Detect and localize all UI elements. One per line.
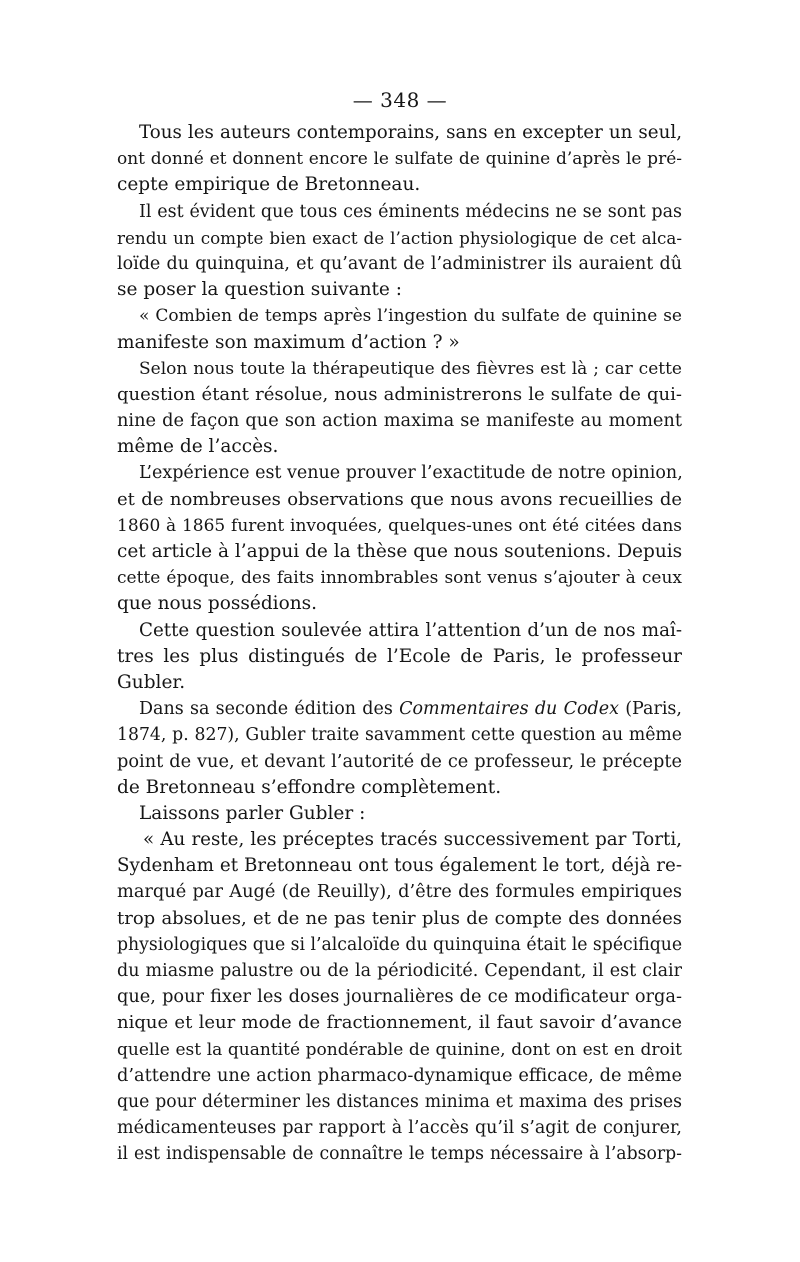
text-line: que pour déterminer les distances minima et maxima des prises [117,1091,682,1112]
text-line: 1874, p. 827), Gubler traite savamment cette question au même [117,725,682,746]
body-text [117,120,682,1168]
text-line [117,696,682,722]
text-line: question étant résolue, nous administrerons le sulfate de qui- [117,383,682,405]
text-line: L’expérience est venue prouver l’exactitude de notre opinion, [139,463,683,484]
text-line: Tous les auteurs contemporains, sans en excepter un seul, [139,122,682,143]
text-line: cepte empirique de Bretonneau. [117,174,421,196]
text-line: médicamenteuses par rapport à l’accès qu’il s’agit de conjurer, [117,1118,682,1139]
text-line: Il est évident que tous ces éminents médecins ne se sont pas [139,201,682,222]
text-line: que nous possédions. [117,593,318,615]
text-segment: (Paris, [625,699,682,720]
text-line: Sydenham et Bretonneau ont tous également le tort, déjà re- [117,855,682,877]
page-number: — 348 — [352,88,448,112]
text-line: il est indispensable de connaître le temps nécessaire à l’absorp- [117,1144,682,1165]
text-line: rendu un compte bien exact de l’action physiologique de cet alca- [117,227,682,248]
text-segment: Dans sa seconde édition des [139,699,393,720]
text-line: 1860 à 1865 furent invoquées, quelques-unes ont été citées dans [117,515,682,536]
text-line: que, pour fixer les doses journalières de ce modificateur orga- [117,987,682,1008]
text-line: nique et leur mode de fractionnement, il faut savoir d’avance [117,1012,682,1034]
text-line: Laissons parler Gubler : [139,802,366,824]
text-line: Selon nous toute la thérapeutique des fièvres est là ; car cette [139,358,682,379]
text-line: point de vue, et devant l’autorité de ce professeur, le précepte [117,751,682,772]
text-line: physiologiques que si l’alcaloïde du quinquina était le spécifique [117,934,683,955]
text-line: ont donné et donnent encore le sulfate de quinine d’après le pré- [117,149,682,170]
text-line: et de nombreuses observations que nous avons recueillies de [117,488,682,510]
text-line: trop absolues, et de ne pas tenir plus de compte des données [117,907,682,929]
book-title: Commentaires du Codex [399,699,619,720]
text-line: Cette question soulevée attira l’attention d’un de nos maî- [139,619,682,641]
text-line: même de l’accès. [117,436,279,458]
text-line: nine de façon que son action maxima se manifeste au moment [117,411,682,432]
text-line: marqué par Augé (de Reuilly), d’être des formules empiriques [117,882,682,903]
text-line: loïde du quinquina, et qu’avant de l’administrer ils auraient dû [117,253,682,274]
text-line: cet article à l’appui de la thèse que nous soutenions. Depuis [117,541,683,562]
text-line: se poser la question suivante : [117,279,402,301]
text-line: manifeste son maximum d’action ? » [117,331,460,353]
text-line: du miasme palustre ou de la périodicité. Cependant, il est clair [117,961,682,981]
text-line: « Au reste, les préceptes tracés successivement par Torti, [143,829,682,851]
text-line: quelle est la quantité pondérable de quinine, dont on est en droit [117,1039,682,1060]
text-line: tres les plus distingués de l’Ecole de Paris, le professeur [117,645,682,667]
text-line: de Bretonneau s’effondre complètement. [117,776,502,798]
text-line: cette époque, des faits innombrables sont venus s’ajouter à ceux [117,568,682,589]
text-line: « Combien de temps après l’ingestion du sulfate de quinine se [139,306,682,327]
text-line: Gubler. [117,671,186,693]
text-line: d’attendre une action pharmaco-dynamique efficace, de même [117,1065,682,1086]
